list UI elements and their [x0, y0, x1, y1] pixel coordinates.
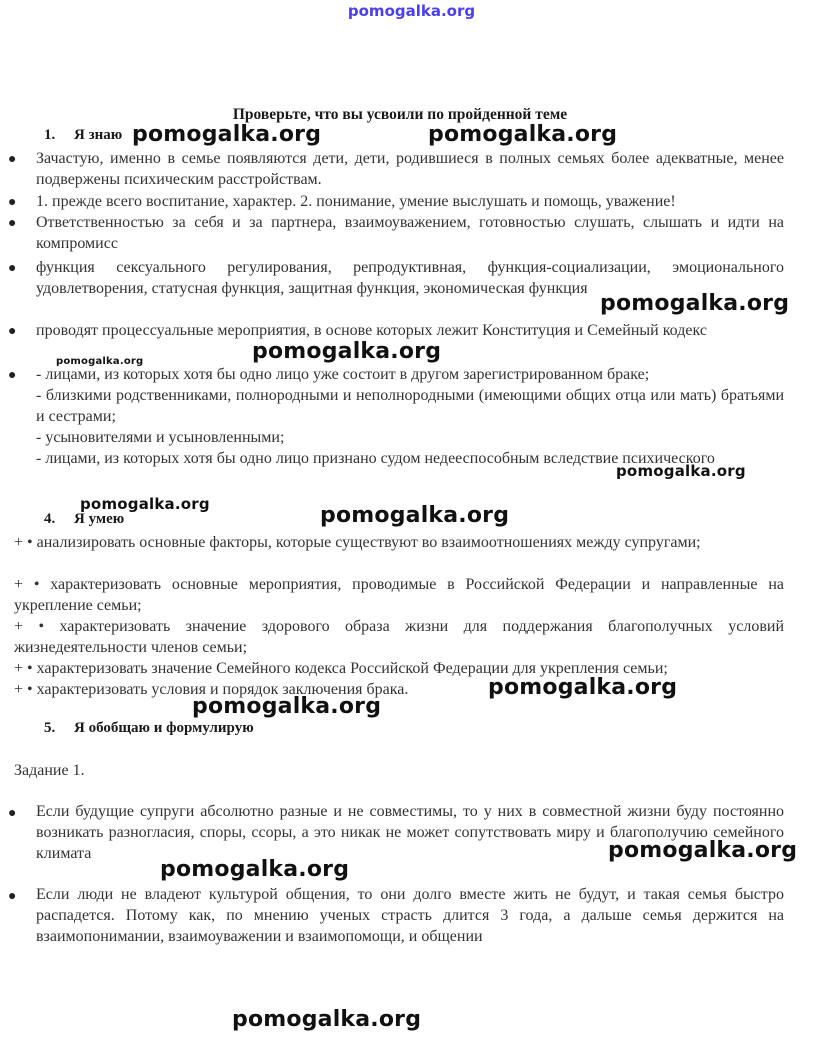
task-label: Задание 1.: [14, 762, 85, 779]
bullet-icon: ●: [8, 324, 17, 339]
bullet-icon: ●: [8, 806, 17, 821]
site-header-link[interactable]: pomogalka.org: [347, 2, 476, 20]
skill-item: + • характеризовать значение здорового образа жизни для поддержания благополучных условий жизнедеятельности членов семьи;: [14, 618, 784, 656]
list-item: Зачастую, именно в семье появляются дети, дети, родившиеся в полных семьях более адекватные, менее подвержены психическим расстройствам.: [36, 150, 784, 188]
list-sub-line: - лицами, из которых хотя бы одно лицо уже состоит в другом зарегистрированном браке;: [36, 366, 650, 383]
bullet-icon: ●: [8, 195, 17, 210]
section-4-number: 4.: [44, 511, 56, 527]
watermark: pomogalka.org: [428, 122, 618, 147]
list-item-multiline: [36, 364, 784, 469]
watermark: pomogalka.org: [232, 1007, 422, 1032]
list-sub-line: - лицами, из которых хотя бы одно лицо признано судом недееспособным вследствие психического: [36, 450, 715, 467]
bullet-icon: ●: [8, 889, 17, 904]
section-4-heading: [44, 511, 124, 528]
watermark: pomogalka.org: [616, 462, 746, 480]
section-5-heading: [44, 720, 254, 737]
watermark: pomogalka.org: [600, 291, 790, 316]
watermark: pomogalka.org: [608, 838, 798, 863]
list-item: проводят процессуальные мероприятия, в основе которых лежит Конституция и Семейный кодекс: [36, 322, 707, 339]
skill-item: + • характеризовать условия и порядок заключения брака.: [14, 681, 409, 698]
list-item: Ответственностью за себя и за партнера, взаимоуважением, готовностью слушать, слышать и идти на компромисс: [36, 214, 784, 252]
list-item: Если люди не владеют культурой общения, то они долго вместе жить не будут, и такая семья быстро распадется. Потому как, по мнению ученых страсть длится 3 года, а дальше семья держится на взаимопонимании, взаимоуважении и взаимопомощи, и общении: [36, 886, 784, 945]
bullet-icon: ●: [8, 216, 17, 231]
watermark: pomogalka.org: [56, 356, 144, 367]
section-5-number: 5.: [44, 720, 56, 736]
section-1-heading: [44, 127, 122, 144]
watermark: pomogalka.org: [80, 495, 210, 513]
section-4-title: Я умею: [74, 511, 125, 527]
section-5-title: Я обобщаю и формулирую: [74, 720, 254, 736]
watermark: pomogalka.org: [320, 503, 510, 528]
list-item: 1. прежде всего воспитание, характер. 2. понимание, умение выслушать и помощь, уважение!: [36, 193, 676, 210]
bullet-icon: ●: [8, 152, 17, 167]
bullet-icon: ●: [8, 261, 17, 276]
skill-item: + • характеризовать значение Семейного кодекса Российской Федерации для укрепления семьи;: [14, 660, 668, 677]
skill-item: + • анализировать основные факторы, которые существуют во взаимоотношениях между супругами;: [14, 534, 701, 551]
section-1-number: 1.: [44, 127, 56, 143]
watermark: pomogalka.org: [488, 675, 678, 700]
watermark: pomogalka.org: [192, 694, 382, 719]
list-item: функция сексуального регулирования, репродуктивная, функция-социализации, эмоционального удовлетворения, статусная функция, защитная функция, экономическая функция: [36, 259, 784, 297]
watermark: pomogalka.org: [160, 857, 350, 882]
skill-item: + • характеризовать основные мероприятия, проводимые в Российской Федерации и направленные на укрепление семьи;: [14, 576, 784, 614]
section-1-title: Я знаю: [74, 127, 123, 143]
page-title: Проверьте, что вы усвоили по пройденной теме: [232, 106, 568, 123]
list-item: Если будущие супруги абсолютно разные и не совместимы, то у них в совместной жизни буду постоянно возникать разногласия, споры, ссоры, а это никак не может сопутствовать миру и благополучию семейного климата: [36, 803, 784, 862]
list-sub-line: - усыновителями и усыновленными;: [36, 429, 285, 446]
watermark: pomogalka.org: [252, 339, 442, 364]
list-sub-line: - близкими родственниками, полнородными и неполнородными (имеющими общих отца или мать) братьями и сестрами;: [36, 387, 784, 425]
bullet-icon: ●: [8, 368, 17, 383]
watermark: pomogalka.org: [132, 122, 322, 147]
